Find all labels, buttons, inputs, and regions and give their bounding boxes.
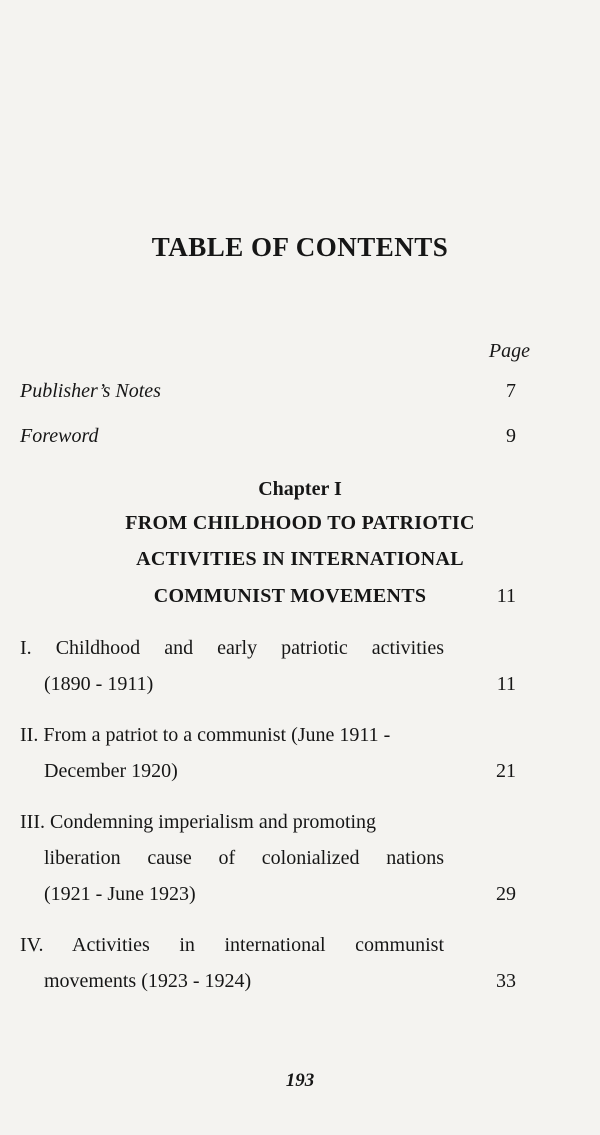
- toc-section-4-page: 33: [496, 970, 516, 992]
- toc-section-4-line-2[interactable]: movements (1923 - 1924): [44, 970, 252, 992]
- chapter-label: Chapter I: [258, 478, 342, 500]
- toc-section-1-line-2[interactable]: (1890 - 1911): [44, 673, 154, 695]
- toc-section-3-line-1[interactable]: III. Condemning imperialism and promoting: [20, 811, 377, 833]
- toc-section-3-line-3[interactable]: (1921 - June 1923): [44, 883, 196, 905]
- chapter-title-line-1[interactable]: FROM CHILDHOOD TO PATRIOTIC: [125, 512, 475, 534]
- footer-page-number: 193: [285, 1070, 315, 1091]
- toc-page-foreword: 9: [506, 425, 516, 447]
- toc-section-3-line-2[interactable]: liberation cause of colonialized nations: [44, 847, 444, 869]
- page-title: TABLE OF CONTENTS: [151, 232, 449, 262]
- toc-section-4-line-1[interactable]: IV. Activities in international communist: [20, 934, 444, 956]
- toc-page-publishers-notes: 7: [506, 380, 516, 402]
- toc-entry-publishers-notes[interactable]: Publisher’s Notes: [20, 380, 161, 402]
- toc-section-2-page: 21: [496, 760, 516, 782]
- page-column-header: Page: [488, 340, 530, 362]
- chapter-title-line-2[interactable]: ACTIVITIES IN INTERNATIONAL: [136, 548, 464, 570]
- toc-entry-foreword[interactable]: Foreword: [20, 425, 99, 447]
- toc-section-2-line-1[interactable]: II. From a patriot to a communist (June 1911 -: [20, 724, 391, 746]
- chapter-title-line-3[interactable]: COMMUNIST MOVEMENTS: [153, 585, 427, 607]
- toc-section-2-line-2[interactable]: December 1920): [44, 760, 178, 782]
- toc-section-1-page: 11: [496, 673, 516, 695]
- toc-section-3-page: 29: [496, 883, 516, 905]
- chapter-page: 11: [496, 585, 516, 607]
- toc-section-1-line-1[interactable]: I. Childhood and early patriotic activities: [20, 637, 444, 659]
